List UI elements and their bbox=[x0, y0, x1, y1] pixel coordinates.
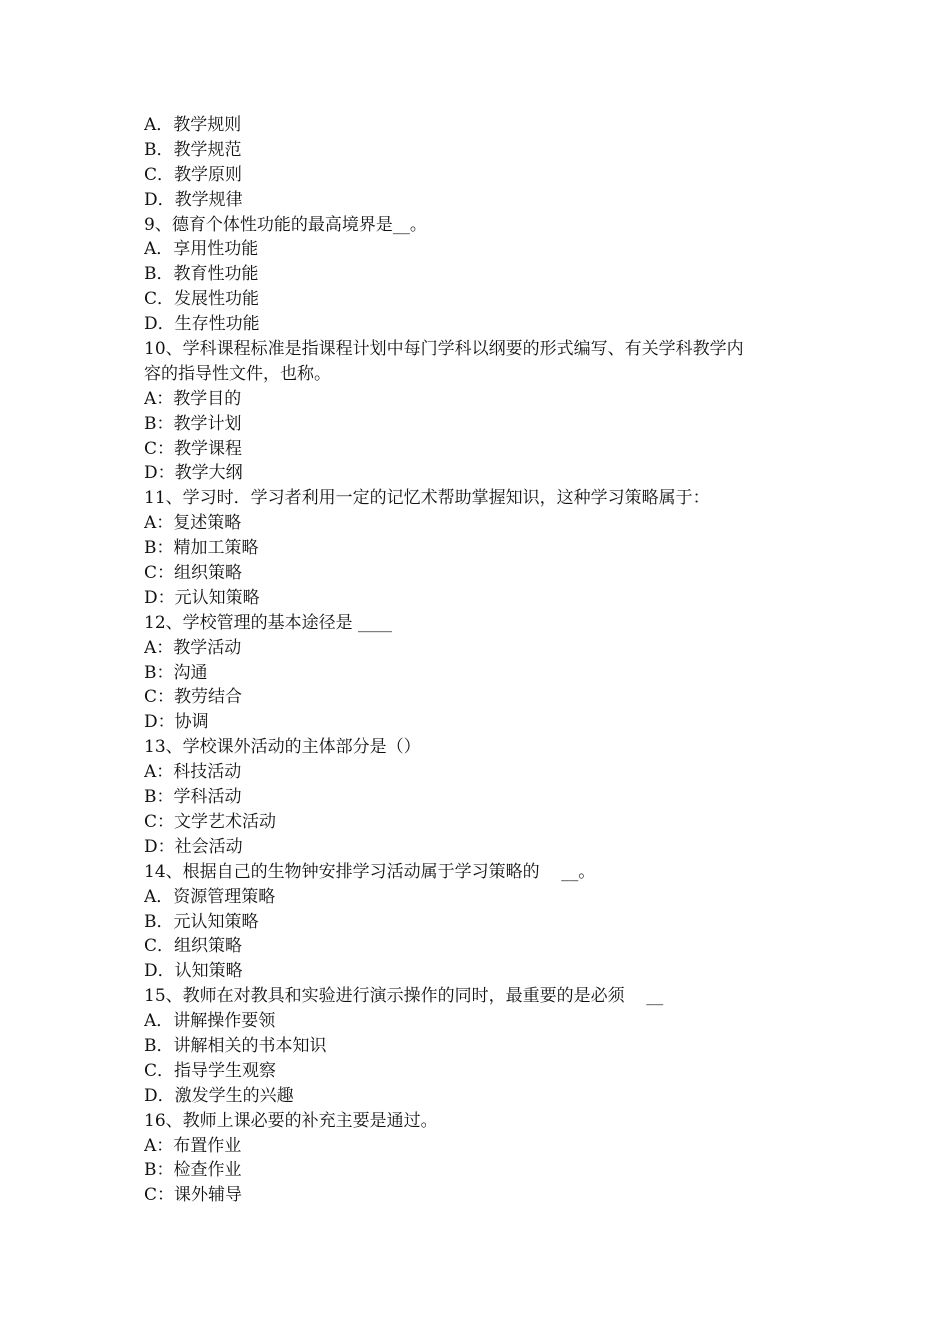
option-b: B．讲解相关的书本知识 bbox=[144, 1035, 327, 1056]
option-c: C．组织策略 bbox=[144, 936, 243, 957]
option-c: C．教学原则 bbox=[144, 164, 243, 185]
option-b: B：沟通 bbox=[144, 662, 208, 683]
option-c: C：课外辅导 bbox=[144, 1185, 243, 1206]
option-a: A：教学目的 bbox=[144, 388, 242, 409]
option-d: D．教学规律 bbox=[144, 189, 243, 210]
option-c: C．发展性功能 bbox=[144, 289, 260, 310]
option-d: D：协调 bbox=[144, 712, 209, 733]
question-15: 15、教师在对教具和实验进行演示操作的同时，最重要的是必须 __ bbox=[144, 986, 664, 1007]
option-c: C：教劳结合 bbox=[144, 687, 243, 708]
option-a: A．讲解操作要领 bbox=[144, 1011, 276, 1032]
option-a: A．教学规则 bbox=[144, 115, 242, 135]
option-c: C．指导学生观察 bbox=[144, 1060, 277, 1081]
option-a: A：复述策略 bbox=[144, 513, 242, 534]
option-b: B：检查作业 bbox=[144, 1160, 242, 1181]
option-b: B．教学规范 bbox=[144, 139, 242, 160]
question-9: 9、德育个体性功能的最高境界是__。 bbox=[144, 214, 427, 235]
option-b: B：学科活动 bbox=[144, 787, 242, 808]
option-a: A．资源管理策略 bbox=[144, 886, 276, 907]
question-13: 13、学校课外活动的主体部分是（） bbox=[144, 737, 421, 758]
option-b: B．教育性功能 bbox=[144, 264, 259, 285]
question-10-line-1: 10、学科课程标准是指课程计划中每门学科以纲要的形式编写、有关学科教学内 bbox=[144, 339, 744, 360]
question-12: 12、学校管理的基本途径是 ____ bbox=[144, 612, 393, 633]
option-d: D．认知策略 bbox=[144, 961, 243, 982]
option-a: A：布置作业 bbox=[144, 1135, 242, 1156]
option-a: A：教学活动 bbox=[144, 637, 242, 658]
option-d: D：社会活动 bbox=[144, 836, 243, 857]
question-14: 14、根据自己的生物钟安排学习活动属于学习策略的 __。 bbox=[144, 861, 596, 882]
document-page bbox=[144, 113, 824, 1208]
option-b: B：精加工策略 bbox=[144, 538, 259, 559]
question-10-line-2: 容的指导性文件，也称。 bbox=[144, 363, 331, 384]
option-c: C：教学课程 bbox=[144, 438, 243, 459]
option-a: A：科技活动 bbox=[144, 762, 242, 783]
option-d: D．生存性功能 bbox=[144, 314, 260, 335]
question-16: 16、教师上课必要的补充主要是通过。 bbox=[144, 1110, 438, 1131]
option-d: D．激发学生的兴趣 bbox=[144, 1085, 294, 1106]
option-b: B：教学计划 bbox=[144, 413, 242, 434]
option-c: C：组织策略 bbox=[144, 563, 243, 584]
option-b: B．元认知策略 bbox=[144, 911, 259, 932]
option-c: C：文学艺术活动 bbox=[144, 811, 277, 832]
option-a: A．享用性功能 bbox=[144, 239, 259, 260]
option-d: D：元认知策略 bbox=[144, 587, 260, 608]
question-11: 11、学习时．学习者利用一定的记忆术帮助掌握知识，这种学习策略属于： bbox=[144, 488, 710, 509]
option-d: D：教学大纲 bbox=[144, 463, 243, 484]
